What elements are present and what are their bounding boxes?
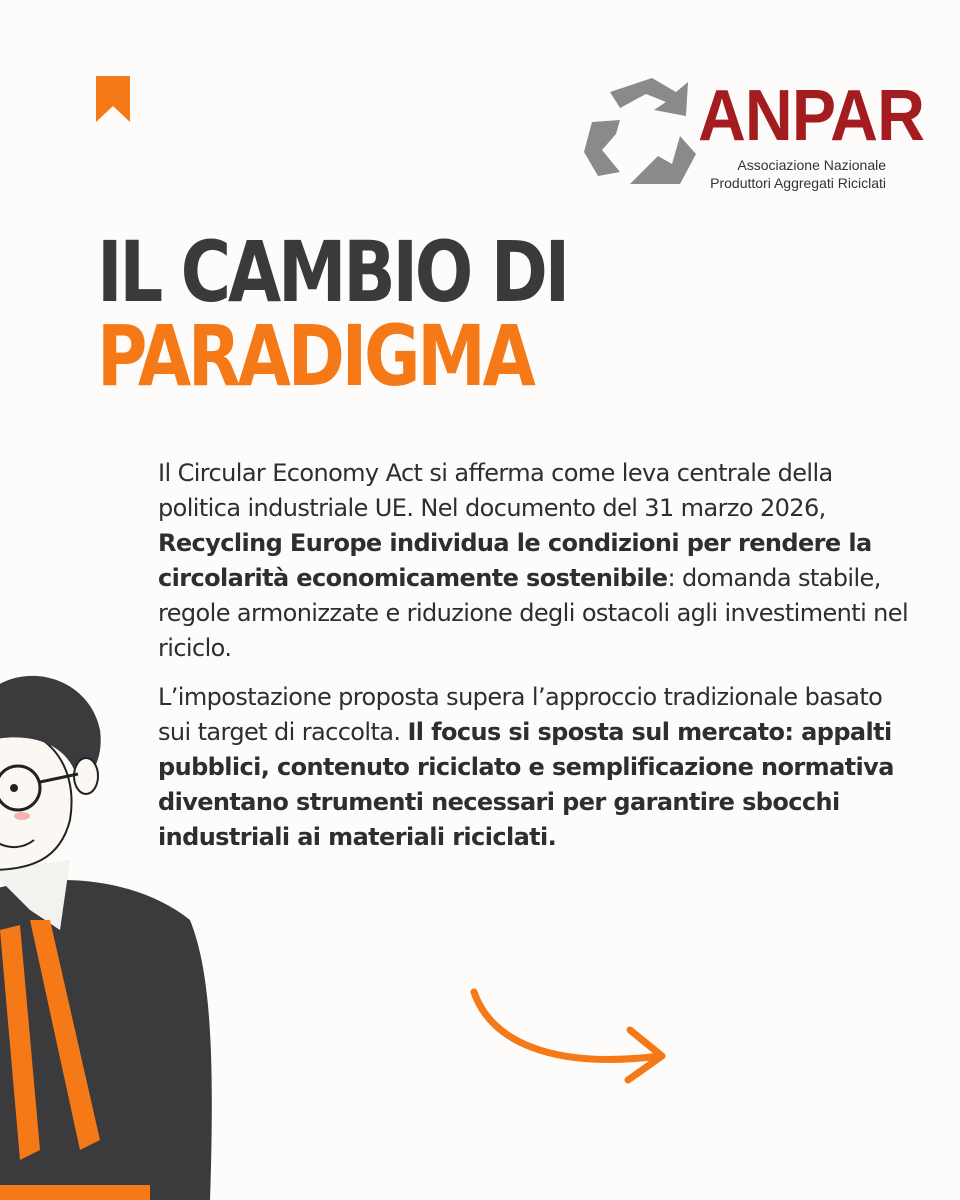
anpar-logo [580,72,925,194]
businessman-illustration [0,670,240,1200]
logo-subtitle [710,156,886,192]
logo-wordmark: ANPAR [698,76,925,156]
title-line-2: PARADIGMA [97,307,533,405]
paragraph-2-bold: Il focus si sposta sul mercato: appalti pubblici, contenuto riciclato e semplificazione normativa diventano strumenti necessari per garantire sbocchi industriali ai materiali riciclati. [158,718,894,851]
paragraph-1-bold: Recycling Europe individua le condizioni per rendere la circolarità economicamente sostenibile [158,529,872,592]
paragraph-1 [158,456,918,666]
paragraph-1-text-end: : domanda stabile, regole armonizzate e riduzione degli ostacoli agli investimenti nel riciclo. [158,564,909,662]
title-line-1: IL CAMBIO DI [97,223,568,321]
paragraph-1-text: Il Circular Economy Act si afferma come leva centrale della politica industriale UE. Nel documento del 31 marzo 2026, [158,459,833,522]
recycle-icon [580,72,700,192]
body-text [158,456,918,869]
logo-subtitle-line1: Associazione Nazionale [737,157,886,173]
logo-subtitle-line2: Produttori Aggregati Riciclati [710,175,886,191]
paragraph-2 [158,680,918,855]
paragraph-2-text: L’impostazione proposta supera l’approccio tradizionale basato sui target di raccolta. [158,683,883,746]
bookmark-icon [96,76,130,122]
page-title [97,223,568,405]
curved-arrow-right-icon [460,980,680,1090]
